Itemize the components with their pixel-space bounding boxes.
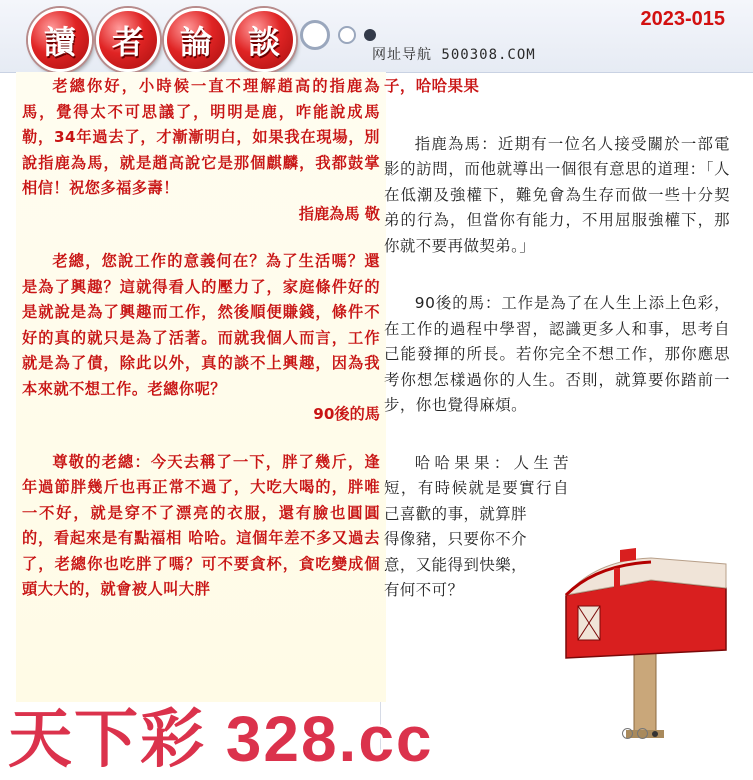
title-char-3: 論: [164, 8, 228, 72]
letter-3-continued: 子，哈哈果果: [384, 77, 480, 95]
site-url: 网址导航 500308.COM: [372, 47, 536, 63]
reply-3-line2: 得像豬，只要你不介: [384, 530, 528, 548]
issue-number: 2023-015: [640, 8, 725, 30]
decor-dots-icon: [300, 20, 376, 50]
title-char-1: 讀: [28, 8, 92, 72]
section-title: [28, 8, 296, 72]
watermark: 天下彩 328.cc: [8, 703, 434, 775]
letter-3: 尊敬的老總：今天去稱了一下，胖了幾斤，逢年過節胖幾斤也再正常不過了，大吃大喝的，胖唯一不好，就是穿不了漂亮的衣服，還有臉也圓圓的，看起來是有點福相 哈哈。這個年差不多又過去了，老總你也吃胖了嗎？可不要貪杯，貪吃變成個頭大大的，就會被人叫大胖: [22, 452, 380, 598]
reply-3-line3: 意，又能得到快樂，: [384, 555, 528, 574]
reply-3-line1: 哈哈果果：人生苦短，有時候就是要實行自己喜歡的事，就算胖: [384, 453, 569, 523]
title-char-2: 者: [96, 8, 160, 72]
reply-3-line4: 有何不可？: [384, 581, 464, 599]
reply-1: 指鹿為馬：近期有一位名人接受關於一部電影的訪問，而他就導出一個很有意思的道理：「人在低潮及強權下，難免會為生存而做一些十分契弟的行為，但當你有能力，不用屈服強權下，那你就不要再做契弟。」: [384, 134, 730, 255]
letter-2: 老總，您說工作的意義何在？為了生活嗎？還是為了興趣？這就得看人的壓力了，家庭條件好的是就說是為了興趣而工作，然後順便賺錢，條件不好的真的就只是為了活著。而就我個人而言，工作就是為了債，除此以外，真的談不上興趣，因為我本來就不想工作。老總你呢？: [22, 252, 380, 398]
title-char-4: 談: [232, 8, 296, 72]
letter-2-signature: 90後的馬: [313, 405, 380, 423]
reply-2: 90後的馬：工作是為了在人生上添上色彩，在工作的過程中學習，認識更多人和事，思考自己能發揮的所長。若你完全不想工作，那你應思考你想怎樣過你的人生。否則，就算要你踏前一步，你也覺得麻煩。: [384, 294, 730, 414]
mailbox-illustration-icon: [556, 540, 736, 740]
header-band: [0, 0, 753, 73]
left-column: [16, 72, 386, 702]
decor-dots-small-icon: [622, 728, 658, 739]
letter-1-signature: 指鹿為馬 敬: [298, 204, 380, 223]
letter-1: 老總你好，小時候一直不理解趙高的指鹿為馬，覺得太不可思議了，明明是鹿，咋能說成馬勒，34年過去了，才漸漸明白，如果我在現場，別說指鹿為馬，就是趙高說它是那個麒麟，我都鼓掌相信！祝您多福多壽！: [22, 77, 380, 197]
